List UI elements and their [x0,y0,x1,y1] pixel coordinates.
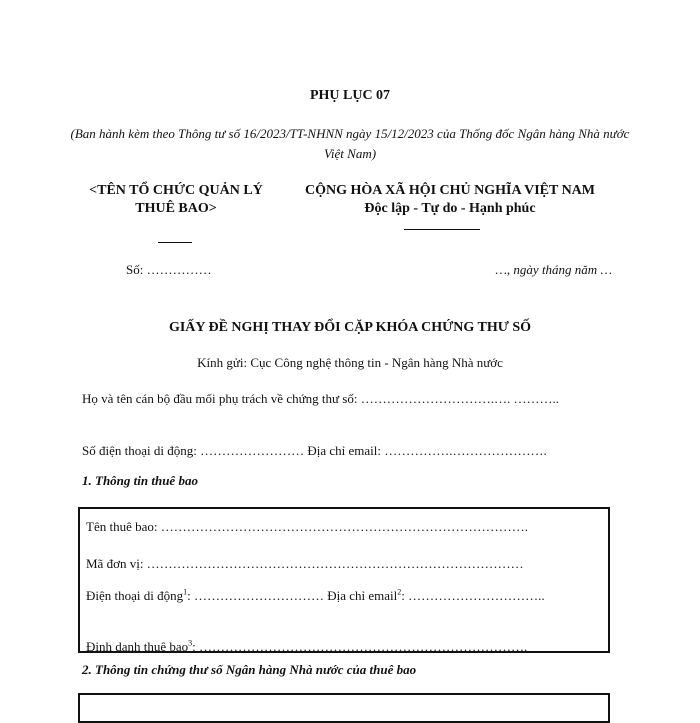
organization-underline [158,242,192,243]
organization-name [86,182,266,218]
phone-email-field [86,586,602,606]
issuance-note: (Ban hành kèm theo Thông tư số 16/2023/TT-NHNN ngày 15/12/2023 của Thống đốc Ngân hàng Nhà nước Việt Nam) [70,126,630,161]
document-date: …, ngày tháng năm … [495,262,612,277]
recipient-line: Kính gửi: Cục Công nghệ thông tin - Ngân hàng Nhà nước [197,355,503,370]
footnote-2: 2 [397,587,402,597]
phone-label: Điện thoại di động [86,588,184,603]
certificate-info-box [78,693,610,723]
appendix-title: PHỤ LỤC 07 [309,88,391,103]
phone-fill: : ………………………… Địa chỉ email [187,588,398,603]
country-name: CỘNG HÒA XÃ HỘI CHỦ NGHĨA VIỆT NAM [304,183,595,198]
contact-field: Số điện thoại di động: …………………… Địa chỉ email: …………….…………………. [82,443,547,458]
national-header [270,182,630,218]
subscriber-info-box [78,507,610,653]
motto-underline [404,229,480,230]
section-2-title: 2. Thông tin chứng thư số Ngân hàng Nhà nước của thuê bao [82,662,417,677]
unit-code-field: Mã đơn vị: …………………………………………………………………………… [86,556,524,571]
subscriber-id-field [86,637,602,657]
national-motto: Độc lập - Tự do - Hạnh phúc [364,201,536,216]
document-number: Số: …………… [126,262,212,277]
footnote-3: 3 [188,638,193,648]
subscriber-id-fill: : …………………………………………………………………. [192,639,528,654]
subscriber-id-label: Định danh thuê bao [86,639,189,654]
footnote-1: 1 [183,587,188,597]
form-title: GIẤY ĐỀ NGHỊ THAY ĐỔI CẶP KHÓA CHỨNG THƯ SỐ [168,320,532,335]
email-fill: : ………………………….. [401,588,545,603]
organization-name-line2: THUÊ BAO> [135,201,217,216]
subscriber-name-field: Tên thuê bao: …………………………………………………………………………. [86,519,528,534]
section-1-title: 1. Thông tin thuê bao [82,473,198,488]
officer-name-field: Họ và tên cán bộ đầu mối phụ trách về chứng thư số: ………………………….…. ……….. [82,391,559,406]
organization-name-line1: <TÊN TỔ CHỨC QUẢN LÝ [89,183,263,198]
